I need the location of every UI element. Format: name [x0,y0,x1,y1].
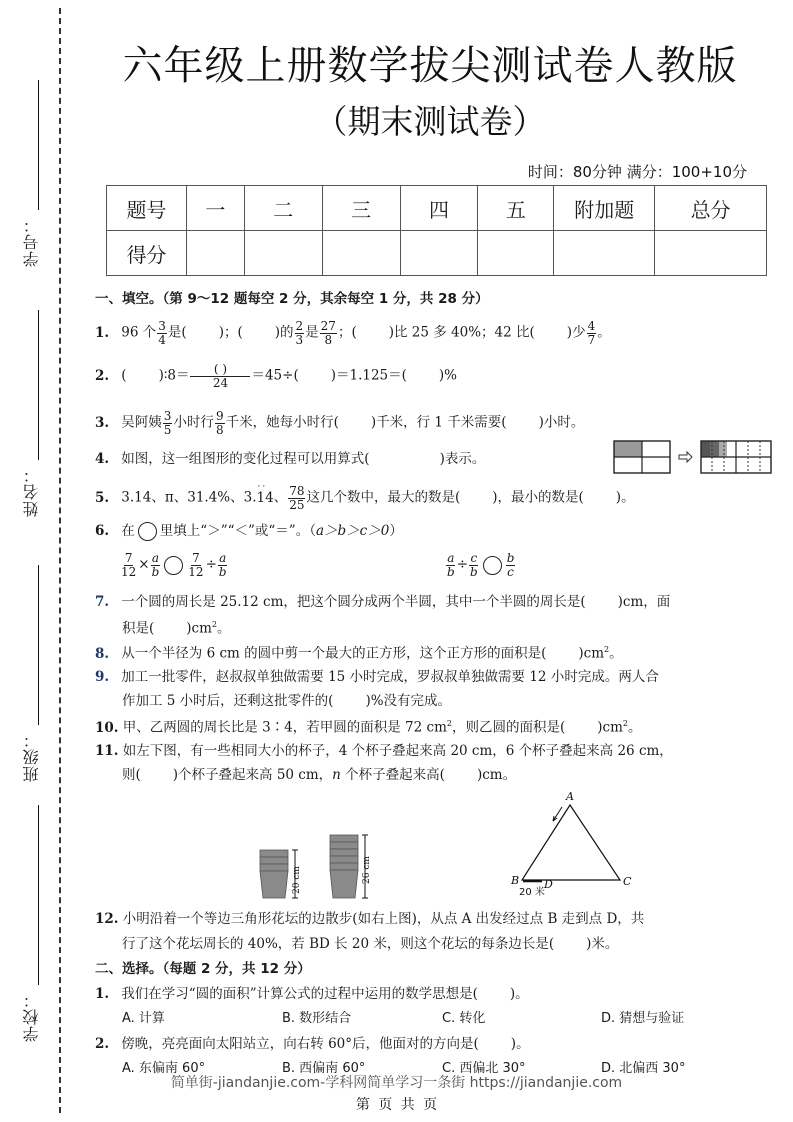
q-text: 、 [273,489,288,506]
q-text: 则( [122,767,141,783]
header-cell: 四 [400,186,478,231]
score-table-score-row [107,231,767,276]
q-text: 积是( [122,620,155,637]
q-text: )的 [274,324,294,341]
q-condition: a＞b＞c＞0 [315,523,390,539]
class-field[interactable] [18,565,44,782]
q-text: )% [438,367,458,384]
student-id-field[interactable] [18,80,44,267]
q-text: 小时行 [173,414,214,431]
class-label: 班级： [21,731,41,782]
question-number: 5. [95,489,110,506]
section-1-heading: 一、填空。（第 9～12 题每空 2 分，其余每空 1 分，共 28 分） [95,291,489,307]
q-text: 3.14、π、31.4%、3. [121,489,257,506]
question-1-1 [95,320,611,346]
q-text: 千米，她每小时行( [225,414,339,431]
option-b[interactable]: B. 西偏南 60° [282,1061,366,1076]
student-name-underline [38,310,39,460]
score-cell[interactable] [244,231,322,276]
option-b[interactable]: B. 数形结合 [282,1011,352,1026]
option-d[interactable]: D. 猜想与验证 [601,1011,685,1026]
q-text: 加工一批零件，赵叔叔单独做需要 15 小时完成，罗叔叔单独做需要 12 小时完成。两人合 [121,669,659,685]
q-text: 如图，这一组图形的变化过程可以用算式( [121,451,370,467]
q-text: 这几个数中，最大的数是( [306,489,461,506]
question-2-1 [95,988,529,1002]
page-subtitle: （期末测试卷） [314,102,546,141]
vertex-label: A [566,790,574,803]
header-cell: 二 [244,186,322,231]
repeating-decimal: ·· 14 [256,481,274,506]
class-underline [38,565,39,725]
q-text: 是( [167,324,187,341]
student-name-field[interactable] [18,310,44,517]
question-number: 8. [95,645,110,662]
fraction: $\frac{b}{c}$ [506,551,515,579]
q-text: )。 [509,986,529,1002]
q-text: 一个圆的周长是 25.12 cm，把这个圆分成两个半圆，其中一个半圆的周长是( [121,594,586,610]
q-text: 行了这个花坛周长的 40%，若 BD 长 20 米，则这个花坛的每条边长是( [122,936,555,952]
q-text: )cm，面 [617,594,671,610]
q-text: )米。 [586,936,619,952]
q-text: 是 [305,324,319,341]
question-number: 1. [95,986,110,1002]
q-text: ） [389,523,403,539]
q-text: )，最小的数是( [492,489,584,506]
fraction: $\frac{7}{12}$ [121,551,137,579]
option-a[interactable]: A. 计算 [122,1011,165,1026]
question-number: 10. [95,719,119,736]
question-1-6-expr-2 [445,552,516,578]
q-text: ( [121,367,127,384]
fraction: $\frac{2}{3}$ [295,319,304,347]
question-number: 12. [95,911,119,927]
question-number: 7. [95,594,110,610]
question-number: 3. [95,414,110,431]
q-text: )表示。 [439,451,486,467]
header-cell: 三 [322,186,400,231]
header-cell: 附加题 [554,186,655,231]
question-1-10: 10. 甲、乙两圆的周长比是 3∶4，若甲圆的面积是 72 $cm^2$，则乙圆的面积是( )$cm^2$。 [95,719,642,736]
q-text: 里填上“＞”“＜”或“＝”。（ [159,523,316,539]
question-2-2 [95,1038,530,1052]
q-text: )cm [186,620,212,637]
header-cell: 一 [186,186,244,231]
fraction: $\frac{a}{b}$ [447,551,455,579]
q-text: )＝1.125＝( [330,367,407,384]
question-1-12 [95,913,644,927]
score-cell[interactable] [655,231,767,276]
bd-length-label: 20 米 [519,887,545,898]
cup-height-label: 20 cm [292,866,302,894]
answer-circle[interactable] [164,556,183,575]
q-text: 如左下图，有一些相同大小的杯子，4 个杯子叠起来高 20 cm，6 个杯子叠起来高 26 cm， [122,743,673,759]
vertex-label: D [544,878,553,891]
binding-dashed-line [59,8,61,1113]
q-text: 从一个半径为 6 cm 的圆中剪一个最大的正方形，这个正方形的面积是( [121,645,547,662]
score-table [106,185,767,276]
question-1-7-line-2: 积是( )$cm^2$。 [122,620,231,637]
q-text: ，则乙圆的面积是( [451,719,566,736]
q-text: 甲、乙两圆的周长比是 3∶4，若甲圆的面积是 72 cm [122,719,447,736]
arrow-right-icon [679,452,692,462]
q-text: )∶8＝ [158,367,190,384]
student-name-label: 姓名： [21,466,41,517]
fraction: $\frac{78}{25}$ [289,484,305,512]
q-text: 我们在学习“圆的面积”计算公式的过程中运用的数学思想是( [121,986,478,1002]
cup-height-label: 26 cm [362,856,372,884]
equilateral-triangle-figure [500,785,650,900]
question-1-11 [95,745,673,759]
fraction: $\frac{7}{12}$ [188,551,204,579]
question-1-2 [95,363,457,389]
q-text: )cm [578,645,605,662]
question-1-11-line-2: 则( )个杯子叠起来高 50 cm，n 个杯子叠起来高( )cm。 [122,767,517,783]
fraction: $\frac{3}{4}$ [158,319,166,347]
student-id-underline [38,80,39,210]
watermark-text: 简单街-jiandanjie.com-学科网简单学习一条街 https://jiandanjie.com [170,1075,623,1091]
q-text: )小时。 [538,414,585,431]
answer-circle[interactable] [483,556,502,575]
question-1-6-expr-1 [119,552,229,578]
page-title: 六年级上册数学拔尖测试卷人教版 [122,43,738,89]
score-table-header-row [107,186,767,231]
q-text: )。 [510,1036,530,1052]
option-a[interactable]: A. 东偏南 60° [122,1061,206,1076]
score-cell[interactable] [478,231,554,276]
score-cell[interactable] [400,231,478,276]
exam-time-score-info: 时间：80分钟 满分：100+10分 [527,163,747,181]
operator: ÷ [205,556,217,573]
question-2-1-options [95,1012,775,1028]
operator: × [138,556,150,573]
question-number: 1. [95,324,110,341]
q-text: 。 [597,324,611,341]
q-text: 个杯子叠起来高( [340,767,445,783]
school-label: 学校： [21,991,41,1042]
header-cell: 题号 [107,186,187,231]
q-text: )个杯子叠起来高 50 cm， [172,767,333,783]
option-c[interactable]: C. 转化 [442,1011,486,1026]
q-text: 傍晚，亮亮面向太阳站立，向右转 60°后，他面对的方向是( [121,1036,479,1052]
vertex-label: B [511,874,520,887]
q-text: )；( [218,324,243,341]
fraction: $\frac{3}{5}$ [163,409,172,437]
question-number: 4. [95,451,110,467]
header-cell: 总分 [655,186,767,231]
vertex-label: C [623,875,632,888]
q-text: )千米，行 1 千米需要( [370,414,507,431]
student-id-label: 学号： [21,216,41,267]
question-1-9 [95,671,659,685]
score-cell[interactable] [322,231,400,276]
fraction: $\frac{c}{b}$ [470,551,478,579]
fraction: $\frac{4}{7}$ [587,319,596,347]
q-text: 在 [121,523,135,539]
question-number: 2. [95,1036,110,1052]
q-text: )比 25 多 40%；42 比( [388,324,535,341]
q-text: )cm。 [476,767,517,783]
q-text: )少 [566,324,586,341]
school-field[interactable] [18,805,44,1042]
stacked-cups-figure [258,828,378,903]
fraction: $\frac{a}{b}$ [218,551,227,579]
header-cell: 五 [478,186,554,231]
school-underline [38,805,39,985]
fraction: $\frac{27}{8}$ [320,319,336,347]
question-1-7 [95,596,670,610]
score-row-label: 得分 [107,231,187,276]
q-text: 96 个 [121,324,157,341]
fraction-grid-figure [613,440,773,476]
comparison-circle-icon [138,522,157,541]
question-number: 9. [95,669,110,685]
question-number: 11. [95,743,119,759]
question-1-12-line-2 [122,938,618,952]
q-text: 作加工 5 小时后，还剩这批零件的( [122,693,334,709]
question-1-9-line-2 [122,695,451,709]
question-1-8: 8. 从一个半径为 6 cm 的圆中剪一个最大的正方形，这个正方形的面积是( )$cm^2$。 [95,645,623,662]
question-1-4 [95,453,485,467]
q-text: ＝45÷( [251,367,299,384]
fraction: $\frac{9}{8}$ [215,409,224,437]
question-1-5 [95,481,635,512]
option-d[interactable]: D. 北偏西 30° [601,1061,686,1076]
option-c[interactable]: C. 西偏北 30° [442,1061,526,1076]
q-text: 吴阿姨 [121,414,162,431]
q-text: )%没有完成。 [365,693,452,709]
fraction[interactable]: $\frac{( )}{24}$ [190,363,250,389]
page-indicator: 第 页 共 页 [355,1097,438,1113]
fraction: $\frac{a}{b}$ [151,551,160,579]
q-text: )cm [597,719,623,736]
section-2-heading: 二、选择。（每题 2 分，共 12 分） [95,961,311,977]
q-text: 小明沿着一个等边三角形花坛的边散步(如右上图)，从点 A 出发经过点 B 走到点 D，共 [122,911,645,927]
operator: ÷ [456,556,468,573]
score-cell[interactable] [554,231,655,276]
question-1-6 [95,522,403,541]
q-text: )。 [615,489,635,506]
question-number: 2. [95,367,110,384]
score-cell[interactable] [186,231,244,276]
q-text: ；( [337,324,357,341]
question-1-3 [95,410,584,436]
question-number: 6. [95,523,110,539]
